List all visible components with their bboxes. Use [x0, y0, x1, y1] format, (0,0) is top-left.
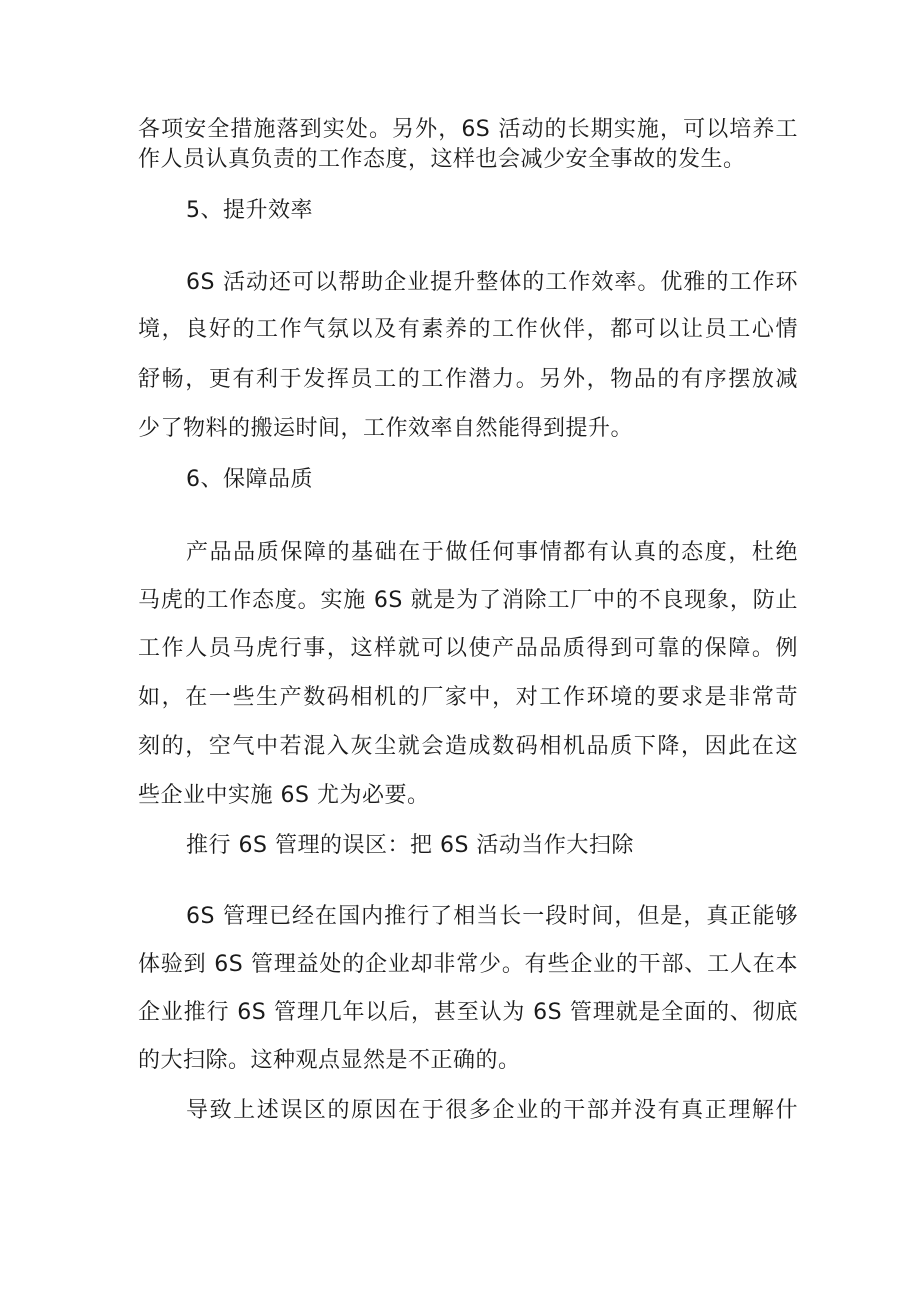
text-line: 些企业中实施 6S 尤为必要。: [138, 783, 430, 808]
text-line: 境，良好的工作气氛以及有素养的工作伙伴，都可以让员工心情: [138, 317, 798, 342]
section-heading: 6、保障品质: [186, 467, 313, 492]
text-line: 导致上述误区的原因在于很多企业的干部并没有真正理解什: [186, 1098, 798, 1123]
text-line: 各项安全措施落到实处。另外，6S 活动的长期实施，可以培养工: [138, 117, 798, 142]
text-line: 作人员认真负责的工作态度，这样也会减少安全事故的发生。: [138, 147, 746, 172]
text-line: 工作人员马虎行事，这样就可以使产品品质得到可靠的保障。例: [138, 636, 798, 661]
text-line: 体验到 6S 管理益处的企业却非常少。有些企业的干部、工人在本: [138, 952, 798, 977]
text-line: 如，在一些生产数码相机的厂家中，对工作环境的要求是非常苛: [138, 685, 798, 710]
text-line: 马虎的工作态度。实施 6S 就是为了消除工厂中的不良现象，防止: [138, 588, 798, 613]
text-line: 少了物料的搬运时间，工作效率自然能得到提升。: [138, 416, 634, 441]
text-line: 6S 活动还可以帮助企业提升整体的工作效率。优雅的工作环: [186, 270, 798, 295]
text-line: 6S 管理已经在国内推行了相当长一段时间，但是，真正能够: [186, 904, 798, 929]
text-line: 刻的，空气中若混入灰尘就会造成数码相机品质下降，因此在这: [138, 734, 798, 759]
section-heading: 推行 6S 管理的误区：把 6S 活动当作大扫除: [186, 833, 634, 858]
section-heading: 5、提升效率: [186, 198, 313, 223]
text-line: 的大扫除。这种观点显然是不正确的。: [138, 1048, 521, 1073]
text-line: 企业推行 6S 管理几年以后，甚至认为 6S 管理就是全面的、彻底: [138, 1000, 798, 1025]
text-line: 舒畅，更有利于发挥员工的工作潜力。另外，物品的有序摆放减: [138, 367, 798, 392]
text-line: 产品品质保障的基础在于做任何事情都有认真的态度，杜绝: [186, 540, 798, 565]
